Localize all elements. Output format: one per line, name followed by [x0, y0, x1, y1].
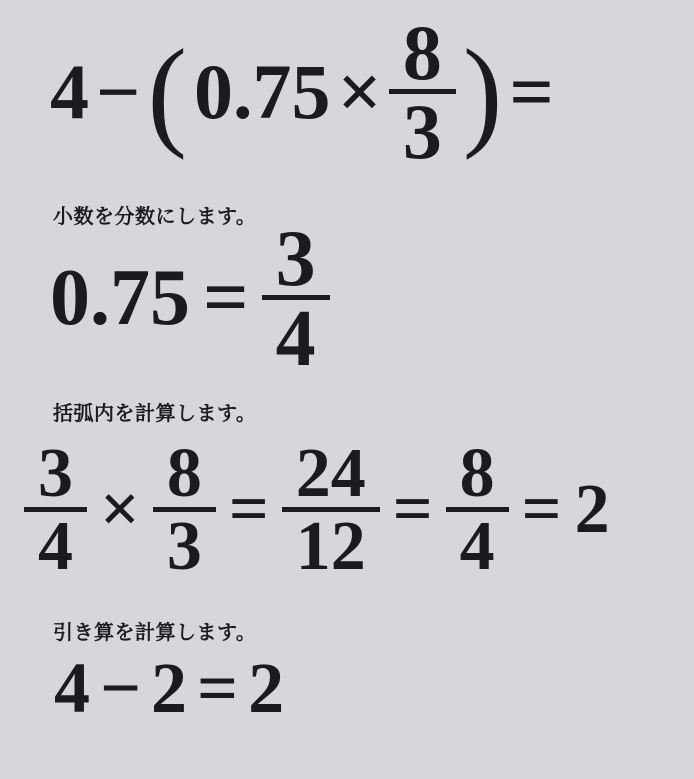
open-paren: (: [147, 23, 187, 161]
minus-operator: −: [96, 47, 141, 135]
equals-operator: =: [197, 648, 239, 728]
times-operator: ×: [337, 47, 382, 135]
fraction-3-4: [262, 214, 330, 383]
fraction-3-4: [24, 435, 87, 585]
fraction-denominator: 3: [166, 507, 202, 585]
fraction-numerator: 24: [282, 444, 380, 512]
fraction-denominator: 4: [459, 507, 495, 585]
fraction-numerator: 8: [389, 20, 456, 94]
minus-operator: −: [100, 648, 142, 728]
fraction-8-4: [446, 435, 509, 585]
fraction-24-12: [282, 435, 380, 585]
fraction-denominator: 4: [275, 294, 316, 383]
equals-operator: =: [521, 470, 562, 548]
parentheses-calculation-equation: [24, 435, 610, 585]
fraction-8-3: [153, 435, 216, 585]
step3-term1: 4: [54, 648, 90, 728]
step-label-decimal-to-fraction: 小数を分数にします。: [53, 206, 257, 228]
problem-decimal: 0.75: [193, 47, 331, 135]
fraction-numerator: 8: [153, 444, 216, 512]
equals-operator: =: [228, 470, 269, 548]
fraction-denominator: 4: [38, 507, 73, 585]
step1-decimal: 0.75: [50, 254, 190, 342]
equals-operator: =: [392, 470, 433, 548]
step3-result: 2: [248, 648, 285, 728]
close-paren: ): [462, 23, 503, 161]
fraction-numerator: 3: [24, 444, 87, 512]
subtraction-equation: [54, 650, 284, 726]
problem-term1: 4: [50, 47, 89, 135]
equals-operator: =: [203, 254, 249, 342]
fraction-numerator: 8: [446, 444, 509, 512]
fraction-numerator: 3: [262, 224, 330, 300]
equals-operator: =: [509, 47, 554, 135]
step-label-subtraction: 引き算を計算します。: [53, 622, 257, 644]
fraction-8-3: [389, 9, 456, 175]
fraction-denominator: 3: [402, 87, 442, 175]
step2-result: 2: [574, 470, 610, 548]
fraction-denominator: 12: [295, 507, 366, 585]
times-operator: ×: [100, 470, 140, 548]
step-label-parentheses: 括弧内を計算します。: [53, 403, 257, 425]
problem-equation: [50, 9, 554, 175]
step3-term2: 2: [151, 648, 188, 728]
